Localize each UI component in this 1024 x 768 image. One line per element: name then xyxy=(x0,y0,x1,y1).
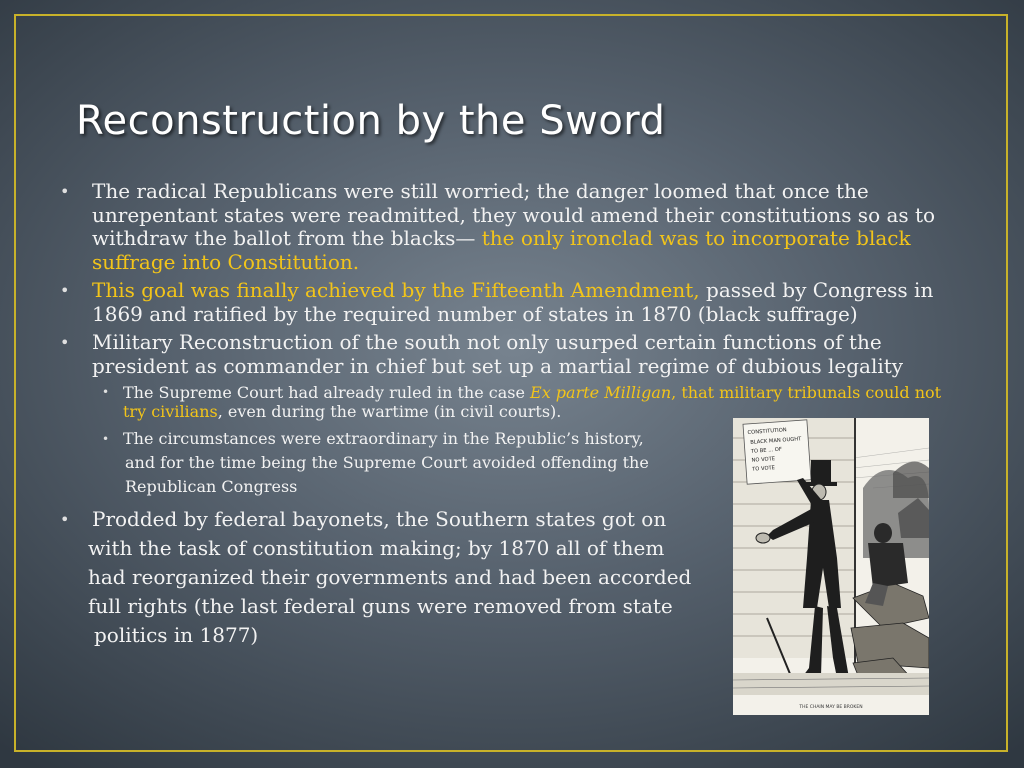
bullet-dot: • xyxy=(60,182,70,201)
cartoon-caption: THE CHAIN MAY BE BROKEN xyxy=(799,705,863,710)
bullet-highlight-text: This goal was finally achieved by the Fifteenth Amendment, xyxy=(92,278,700,302)
bullet-item xyxy=(56,180,946,274)
bullet-line: had reorganized their governments and had been accorded xyxy=(88,565,692,589)
bullet-dot: • xyxy=(60,333,70,352)
bullet-line: Prodded by federal bayonets, the Southern states got on xyxy=(92,507,667,531)
slide-title: Reconstruction by the Sword xyxy=(76,98,666,144)
sub-bullet-item xyxy=(56,427,683,499)
notice-line: BLACK MAN OUGHT xyxy=(750,436,802,446)
political-cartoon-image xyxy=(733,418,929,715)
bullet-item xyxy=(56,279,946,326)
sub-bullet-text: The Supreme Court had already ruled in the case xyxy=(123,383,531,402)
sub-bullet-line: Republican Congress xyxy=(125,477,298,496)
sub-bullet-dot: • xyxy=(102,385,110,399)
sub-bullet-line: and for the time being the Supreme Court avoided offending the xyxy=(125,453,649,472)
bullet-item xyxy=(56,331,946,378)
notice-line: CONSTITUTION xyxy=(747,427,787,436)
bullet-highlight-text: the only ironclad was to incorporate black suffrage into Constitution. xyxy=(92,226,911,274)
sub-bullet-item xyxy=(56,383,946,421)
case-name-text: Ex parte Milligan xyxy=(530,383,672,402)
sub-bullet-text: , even during the wartime (in civil courts). xyxy=(217,402,562,421)
notice-line: NO VOTE xyxy=(751,456,776,464)
sub-bullet-line: The circumstances were extraordinary in the Republic’s history, xyxy=(123,429,644,448)
notice-line: TO VOTE xyxy=(751,465,776,473)
notice-line: TO BE ... OF xyxy=(750,446,783,455)
bullet-line: full rights (the last federal guns were removed from state xyxy=(88,594,673,618)
bullet-dot: • xyxy=(60,281,70,300)
sub-bullet-dot: • xyxy=(102,432,110,446)
cartoon-illustration xyxy=(733,418,929,715)
bullet-item xyxy=(56,505,712,650)
bullet-text: Military Reconstruction of the south not only usurped certain functions of the president as commander in chief but set up a martial regime of dubious legality xyxy=(92,330,904,378)
bullet-line: politics in 1877) xyxy=(94,623,259,647)
bullet-text: passed by Congress in 1869 and ratified by the required number of states in 1870 (black suffrage) xyxy=(92,278,934,326)
bullet-text: The radical Republicans were still worried; the danger loomed that once the unrepentant states were readmitted, they would amend their constitutions so as to withdraw the ballot from the blacks— xyxy=(92,179,936,250)
sub-bullet-highlight-text: , that military tribunals could not try civilians xyxy=(123,383,942,421)
bullet-dot: • xyxy=(60,510,70,529)
bullet-line: with the task of constitution making; by 1870 all of them xyxy=(88,536,665,560)
